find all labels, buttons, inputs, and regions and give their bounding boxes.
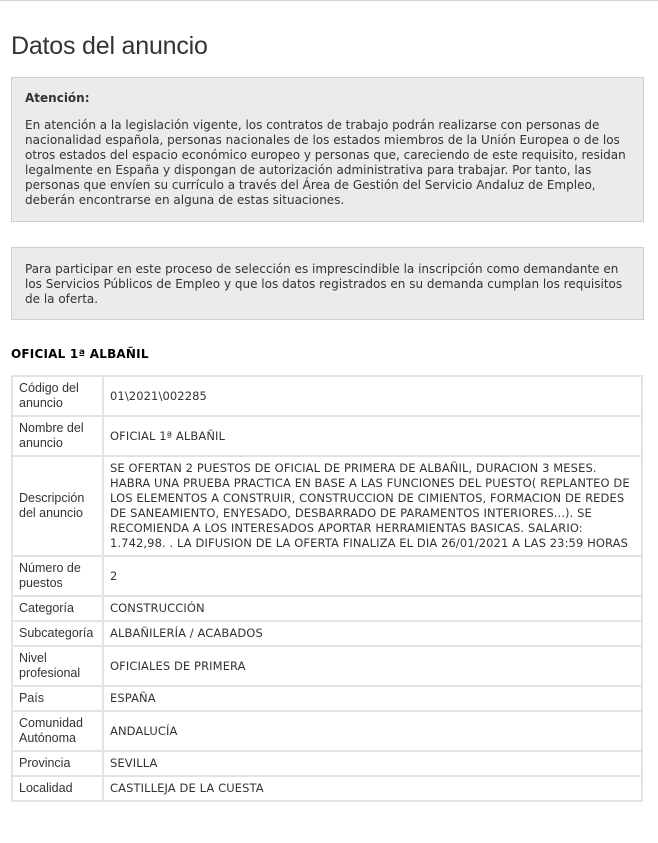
table-row-nivel-profesional [12, 646, 642, 686]
row-value: ESPAÑA [103, 686, 642, 711]
row-value: ANDALUCÍA [103, 711, 642, 751]
row-label: País [12, 686, 103, 711]
row-value: CASTILLEJA DE LA CUESTA [103, 776, 642, 801]
row-label: Categoría [12, 596, 103, 621]
table-row-nombre [12, 416, 642, 456]
attention-notice [11, 77, 644, 222]
row-value: 01\2021\002285 [103, 376, 642, 416]
offer-title: OFICIAL 1ª ALBAÑIL [11, 347, 149, 361]
row-value: OFICIAL 1ª ALBAÑIL [103, 416, 642, 456]
table-row-descripcion [12, 456, 642, 556]
row-value: SEVILLA [103, 751, 642, 776]
row-label: Nivel profesional [12, 646, 103, 686]
row-value: CONSTRUCCIÓN [103, 596, 642, 621]
participation-text: Para participar en este proceso de selección es imprescindible la inscripción como demandante en los Servicios Públicos de Empleo y que los datos registrados en su demanda cumplan los requisitos de la oferta. [25, 262, 623, 306]
row-label: Comunidad Autónoma [12, 711, 103, 751]
row-label: Subcategoría [12, 621, 103, 646]
row-label: Localidad [12, 776, 103, 801]
table-row-codigo [12, 376, 642, 416]
offer-details-table [11, 375, 643, 802]
table-row-pais [12, 686, 642, 711]
row-value: 2 [103, 556, 642, 596]
row-label: Descripción del anuncio [12, 456, 103, 556]
row-label: Código del anuncio [12, 376, 103, 416]
row-label: Nombre del anuncio [12, 416, 103, 456]
row-value: ALBAÑILERÍA / ACABADOS [103, 621, 642, 646]
table-row-numero-puestos [12, 556, 642, 596]
table-row-categoria [12, 596, 642, 621]
page-title: Datos del anuncio [11, 32, 208, 60]
table-row-comunidad [12, 711, 642, 751]
row-label: Provincia [12, 751, 103, 776]
row-value: OFICIALES DE PRIMERA [103, 646, 642, 686]
attention-text: En atención a la legislación vigente, los contratos de trabajo podrán realizarse con personas de nacionalidad española, personas nacionales de los estados miembros de la Unión Europea o de los otros estados del espacio económico europeo y personas que, careciendo de este requisito, residan legalmente en España y dispongan de autorización administrativa para trabajar. Por tanto, las personas que envíen su currículo a través del Área de Gestión del Servicio Andaluz de Empleo, deberán encontrarse en alguna de estas situaciones. [25, 118, 626, 207]
participation-notice [11, 247, 644, 320]
row-value: SE OFERTAN 2 PUESTOS DE OFICIAL DE PRIMERA DE ALBAÑIL, DURACION 3 MESES. HABRA UNA PRUEBA PRACTICA EN BASE A LAS FUNCIONES DEL PUESTO( REPLANTEO DE LOS ELEMENTOS A CONSTRUIR, CONSTRUCCION DE CIMIENTOS, FORMACION DE REDES DE SANEAMIENTO, ENYESADO, DESBARRADO DE PARAMENTOS INTERIORES...). SE RECOMIENDA A LOS INTERESADOS APORTAR HERRAMIENTAS BASICAS. SALARIO: 1.742,98. . LA DIFUSION DE LA OFERTA FINALIZA EL DIA 26/01/2021 A LAS 23:59 HORAS [103, 456, 642, 556]
row-label: Número de puestos [12, 556, 103, 596]
table-row-localidad [12, 776, 642, 801]
table-row-subcategoria [12, 621, 642, 646]
attention-heading: Atención: [25, 91, 90, 105]
table-row-provincia [12, 751, 642, 776]
